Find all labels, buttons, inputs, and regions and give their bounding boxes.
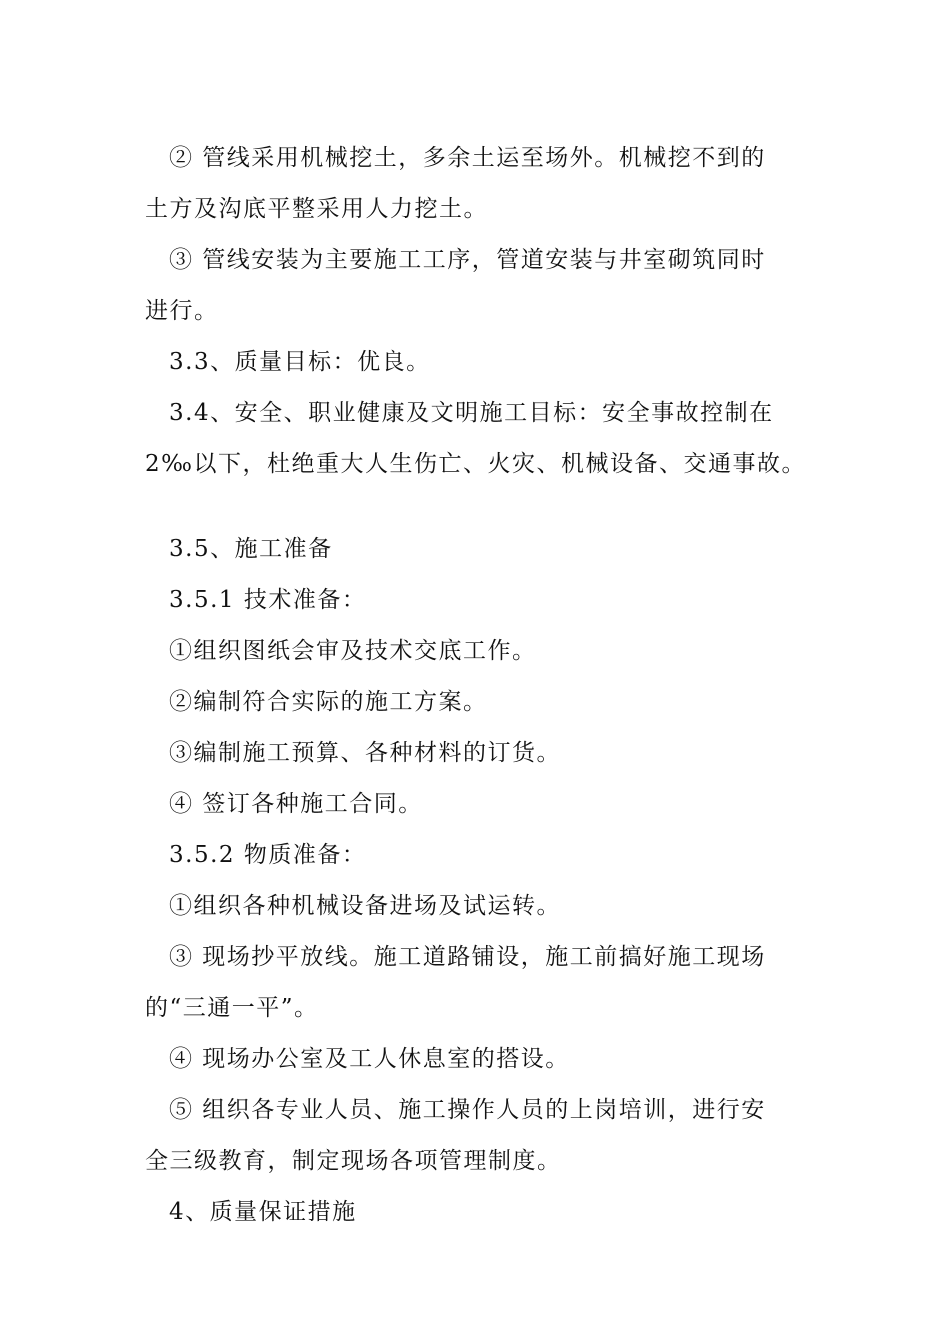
text-line: ③ 管线安装为主要施工工序，管道安装与井室砌筑同时: [169, 247, 766, 273]
subsection-heading: 3.5.2 物质准备：: [169, 842, 367, 868]
document-body: [145, 133, 815, 1238]
section-heading: 4、质量保证措施: [169, 1199, 357, 1225]
section-heading: 3.5、施工准备: [169, 536, 333, 562]
list-item: ①组织各种机械设备进场及试运转。: [169, 893, 561, 919]
text-line: 2‰以下，杜绝重大人生伤亡、火灾、机械设备、交通事故。: [145, 451, 806, 477]
list-item: ⑤ 组织各专业人员、施工操作人员的上岗培训，进行安: [169, 1097, 766, 1123]
text-line: ② 管线采用机械挖土，多余土运至场外。机械挖不到的: [169, 145, 766, 171]
paragraph-gap: [145, 490, 815, 524]
list-item: ④ 现场办公室及工人休息室的搭设。: [169, 1046, 570, 1072]
section-heading: 3.4、安全、职业健康及文明施工目标：安全事故控制在: [169, 400, 774, 426]
text-line: 土方及沟底平整采用人力挖土。: [145, 196, 488, 222]
text-line: 进行。: [145, 298, 219, 324]
list-item: ③编制施工预算、各种材料的订货。: [169, 740, 561, 766]
list-item: ①组织图纸会审及技术交底工作。: [169, 638, 537, 664]
text-line: 的“三通一平”。: [145, 995, 319, 1021]
list-item: ③ 现场抄平放线。施工道路铺设，施工前搞好施工现场: [169, 944, 766, 970]
list-item: ④ 签订各种施工合同。: [169, 791, 423, 817]
subsection-heading: 3.5.1 技术准备：: [169, 587, 367, 613]
text-line: 全三级教育，制定现场各项管理制度。: [145, 1148, 562, 1174]
section-heading: 3.3、质量目标：优良。: [169, 349, 431, 375]
list-item: ②编制符合实际的施工方案。: [169, 689, 488, 715]
